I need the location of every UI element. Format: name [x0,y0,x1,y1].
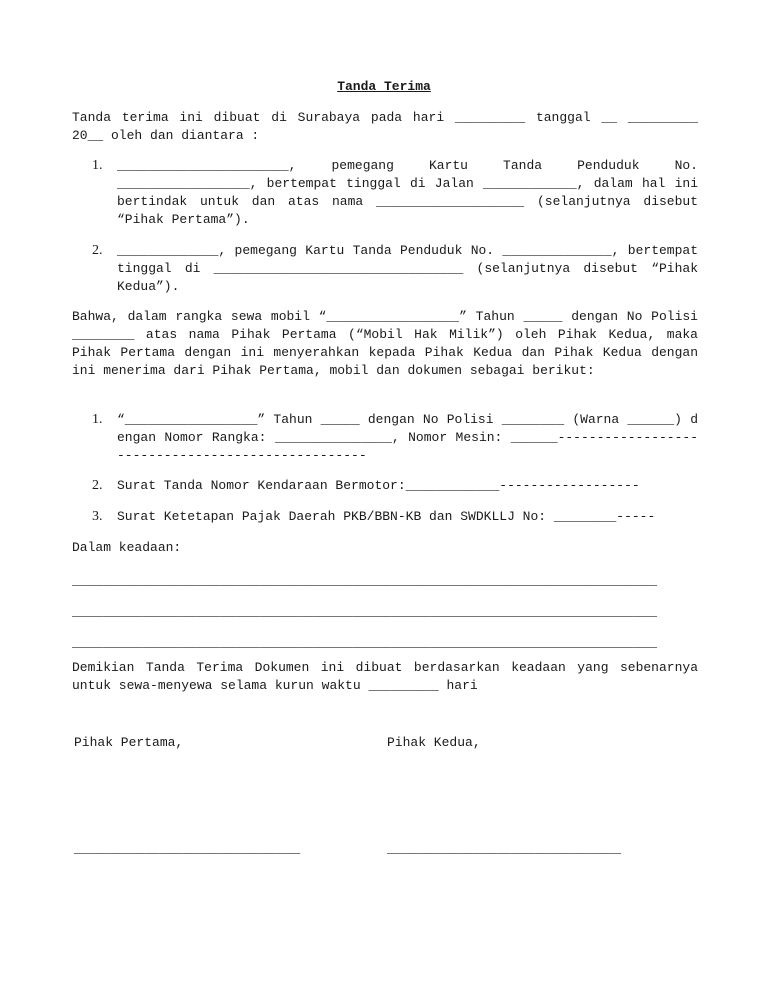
condition-line: ___________________________________________________________________________ [72,635,658,650]
signature-label-second-party: Pihak Kedua, [387,735,481,750]
party-number: 2. [92,243,103,258]
condition-label: Dalam keadaan: [72,540,182,555]
item-number: 1. [92,412,103,427]
closing-paragraph: Demikian Tanda Terima Dokumen ini dibuat berdasarkan keadaan yang sebenarnya untuk sewa-menyewa selama kurun waktu _________ hari [72,660,698,693]
item-text: Surat Tanda Nomor Kendaraan Bermotor:____________------------------ [117,478,640,493]
party-item-second [72,242,698,296]
handover-item-vehicle [72,411,698,465]
handover-item-stnk [72,477,698,495]
intro-paragraph: Tanda terima ini dibuat di Surabaya pada hari _________ tanggal __ _________ 20__ oleh dan diantara : [72,110,698,143]
signature-line-second-party: ______________________________ [387,841,622,856]
item-text: “_________________” Tahun _____ dengan No Polisi ________ (Warna ______) dengan Nomor Rangka: _______________, Nomor Mesin: ______-------------------------------------------------- [117,412,698,463]
document-title: Tanda Terima [337,79,431,94]
party-number: 1. [92,158,103,173]
handover-paragraph: Bahwa, dalam rangka sewa mobil “_________________” Tahun _____ dengan No Polisi ________ atas nama Pihak Pertama (“Mobil Hak Milik”) oleh Pihak Kedua, maka Pihak Pertama dengan ini menyerahkan kepada Pihak Kedua dan Pihak Kedua dengan ini menerima dari Pihak Pertama, mobil dan dokumen sebagai berikut: [72,309,698,378]
party-text: ______________________, pemegang Kartu Tanda Penduduk No. _________________, bertempat tinggal di Jalan ____________, dalam hal ini bertindak untuk dan atas nama ___________________ (selanjutnya disebut “Pihak Pertama”). [117,158,698,227]
condition-line: ___________________________________________________________________________ [72,573,658,588]
signature-line-first-party: _____________________________ [74,841,301,856]
handover-item-tax [72,508,698,526]
item-number: 3. [92,509,103,524]
item-number: 2. [92,478,103,493]
condition-line: ___________________________________________________________________________ [72,604,658,619]
item-text: Surat Ketetapan Pajak Daerah PKB/BBN-KB dan SWDKLLJ No: ________----- [117,509,656,524]
party-text: _____________, pemegang Kartu Tanda Penduduk No. ______________, bertempat tinggal di ________________________________ (selanjutnya disebut “Pihak Kedua”). [117,243,698,294]
party-item-first [72,157,698,229]
signature-label-first-party: Pihak Pertama, [74,735,184,750]
